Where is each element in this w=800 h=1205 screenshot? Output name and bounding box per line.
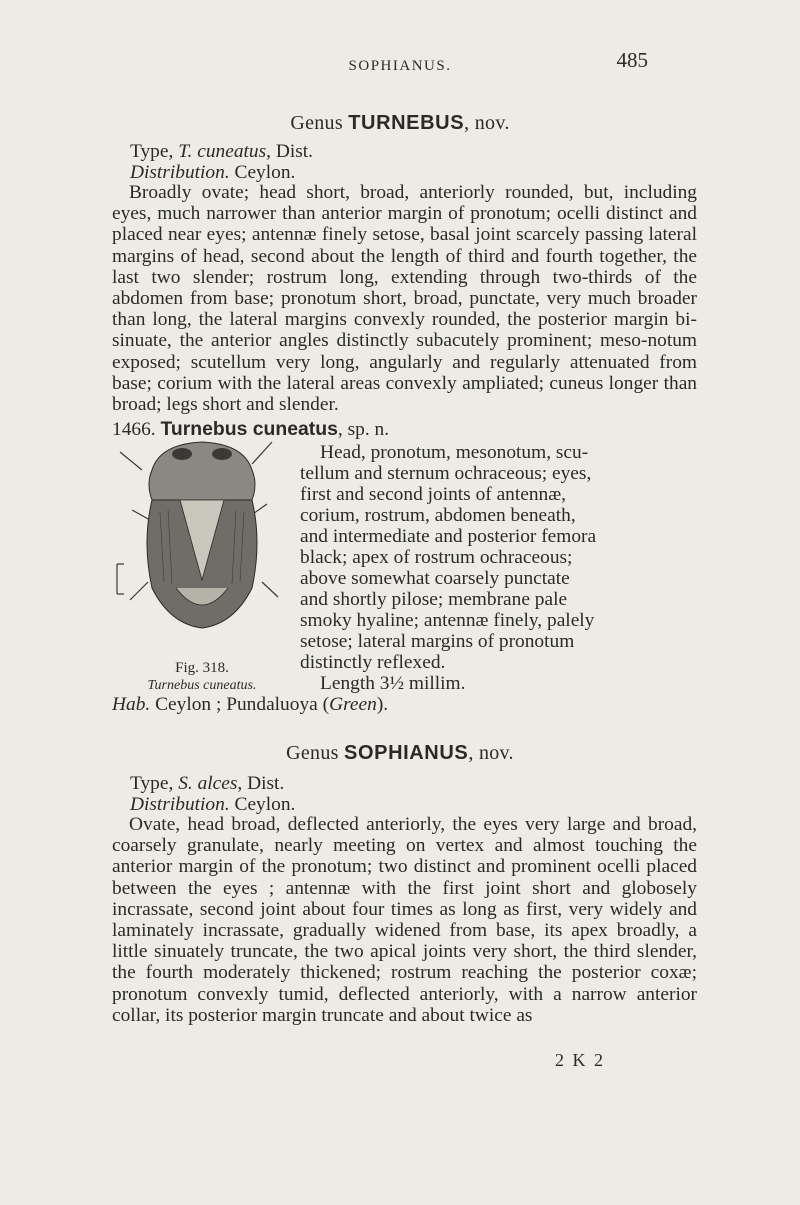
genus-name: SOPHIANUS (344, 742, 469, 764)
genus-description-sophianus: Ovate, head broad, deflected anteriorly, the eyes very large and broad, coarsely granulate, nearly meeting on vertex and almost touching the anterior margin of the pronotum; two distinct and prominent ocelli placed between the eyes ; antennæ with the first joint short and globosely incrassate, second joint about four times as long as first, very widely and laminately incrassate, gradually widened from base, its apex broadly, a little sinuately truncate, the two apical joints very short, the third slender, the fourth moderately thickened; rostrum reaching the posterior coxæ; pronotum convexly tumid, deflected anteriorly, with a narrow anterior collar, its posterior margin truncate and about twice as (112, 814, 697, 1026)
habitat-line: Hab. Ceylon ; Pundaluoya (Green). (112, 694, 389, 715)
species-description-line: black; apex of rostrum ochraceous; (300, 547, 573, 568)
turnebus-cuneatus-illustration (112, 392, 292, 652)
page-number: 485 (616, 48, 648, 72)
species-heading: 1466. Turnebus cuneatus, sp. n. (112, 418, 390, 440)
signature-mark: 2 K 2 (555, 1050, 605, 1070)
species-description-line: above somewhat coarsely punctate (300, 568, 570, 589)
type-line: Type, T. cuneatus, Dist. (130, 141, 314, 162)
running-head: SOPHIANUS. (348, 58, 452, 74)
genus-name: TURNEBUS (348, 112, 465, 134)
genus-description-turnebus: Broadly ovate; head short, broad, anteriorly rounded, but, including eyes, much narrower than anterior margin of pronotum; ocelli distinct and placed near eyes; antennæ finely setose, basal joint scarcely passing lateral margins of head, second about the length of third and fourth together, the last two slender; rostrum long, extending through two-thirds of the abdomen from base; pronotum short, broad, punctate, very much broader than long, the lateral margins convexly rounded, the posterior margin bi-sinuate, the anterior angles distinctly subacutely prominent; meso-notum exposed; scutellum very long, angularly and regularly attenuated from base; corium with the lateral areas convexly ampliated; cuneus longer than broad; legs short and slender. (112, 182, 697, 416)
species-description-line: smoky hyaline; antennæ finely, palely (300, 610, 595, 631)
species-name: Turnebus cuneatus (160, 418, 338, 440)
species-description-line: corium, rostrum, abdomen beneath, (300, 505, 576, 526)
species-description-line: Head, pronotum, mesonotum, scu- (320, 442, 589, 463)
distribution-line: Distribution. Ceylon. (130, 794, 296, 815)
type-line: Type, S. alces, Dist. (130, 773, 285, 794)
species-length: Length 3½ millim. (320, 673, 466, 694)
species-description-line: tellum and sternum ochraceous; eyes, (300, 463, 592, 484)
species-description-line: first and second joints of antennæ, (300, 484, 567, 505)
species-description-line: and shortly pilose; membrane pale (300, 589, 568, 610)
species-description-line: setose; lateral margins of pronotum (300, 631, 575, 652)
species-description-line: and intermediate and posterior femora (300, 526, 597, 547)
genus-heading-turnebus: Genus TURNEBUS, nov. (290, 112, 510, 134)
distribution-line: Distribution. Ceylon. (130, 162, 296, 183)
figure-caption: Fig. 318. Turnebus cuneatus. (147, 660, 257, 693)
species-description-line: distinctly reflexed. (300, 652, 446, 673)
genus-heading-sophianus: Genus SOPHIANUS, nov. (286, 742, 514, 764)
